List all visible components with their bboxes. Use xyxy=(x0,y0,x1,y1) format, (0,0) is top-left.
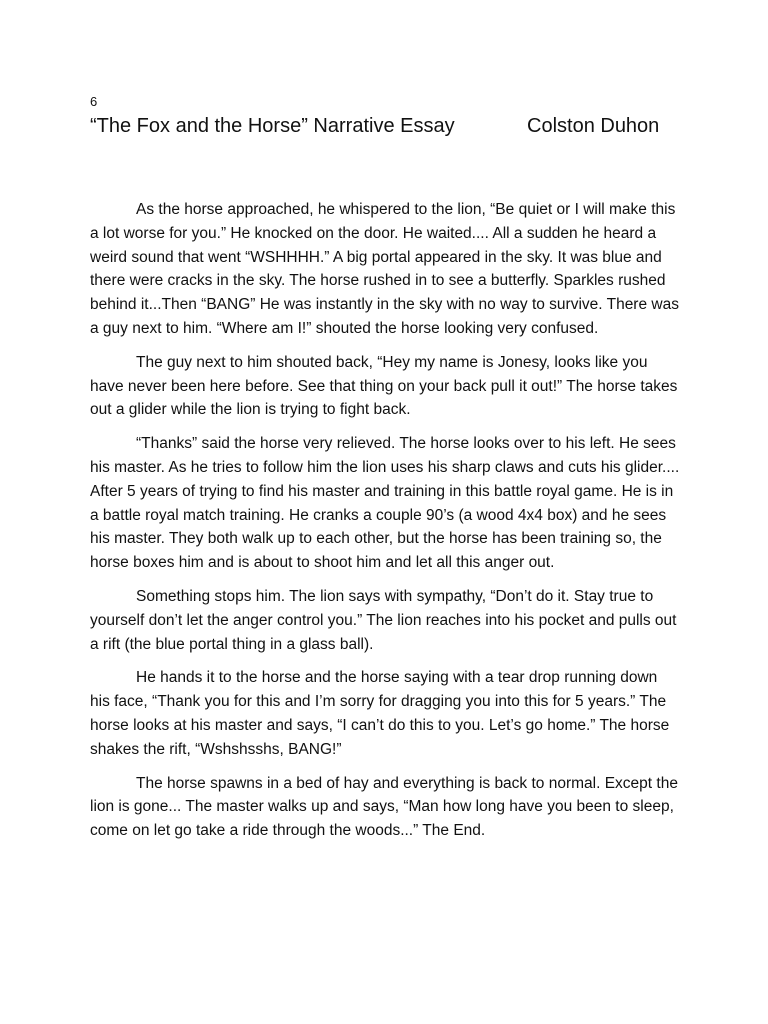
essay-body xyxy=(90,198,680,853)
paragraph-5: He hands it to the horse and the horse saying with a tear drop running down his face, “Thank you for this and I’m sorry for dragging you into this for 5 years.” The horse looks at his master and says, “I can’t do this to you. Let’s go home.” The horse shakes the rift, “Wshshsshs, BANG!” xyxy=(90,669,670,758)
paragraph-3: “Thanks” said the horse very relieved. The horse looks over to his left. He sees his master. As he tries to follow him the lion uses his sharp claws and cuts his glider.... After 5 years of trying to find his master and training in this battle royal game. He is in a battle royal match training. He cranks a couple 90’s (a wood 4x4 box) and he sees his master. They both walk up to each other, but the horse has been training so, the horse boxes him and is about to shoot him and let all this anger out. xyxy=(90,435,680,572)
paragraph-4: Something stops him. The lion says with sympathy, “Don’t do it. Stay true to yourself don’t let the anger control you.” The lion reaches into his pocket and pulls out a rift (the blue portal thing in a glass ball). xyxy=(90,587,677,653)
paragraph-2: The guy next to him shouted back, “Hey my name is Jonesy, looks like you have never been here before. See that thing on your back pull it out!” The horse takes out a glider while the lion is trying to fight back. xyxy=(90,353,678,419)
paragraph-6: The horse spawns in a bed of hay and everything is back to normal. Except the lion is gone... The master walks up and says, “Man how long have you been to sleep, come on let go take a ride through the woods...” The End. xyxy=(90,774,678,840)
document-header xyxy=(90,112,690,142)
page-number: 6 xyxy=(90,94,98,109)
paragraph-1: As the horse approached, he whispered to the lion, “Be quiet or I will make this a lot worse for you.” He knocked on the door. He waited.... All a sudden he heard a weird sound that went “WSHHHH.” A big portal appeared in the sky. It was blue and there were cracks in the sky. The horse rushed in to see a butterfly. Sparkles rushed behind it...Then “BANG” He was instantly in the sky with no way to survive. There was a guy next to him. “Where am I!” shouted the horse looking very confused. xyxy=(90,201,679,337)
essay-title: “The Fox and the Horse” Narrative Essay xyxy=(90,115,455,137)
author-name: Colston Duhon xyxy=(527,115,660,137)
